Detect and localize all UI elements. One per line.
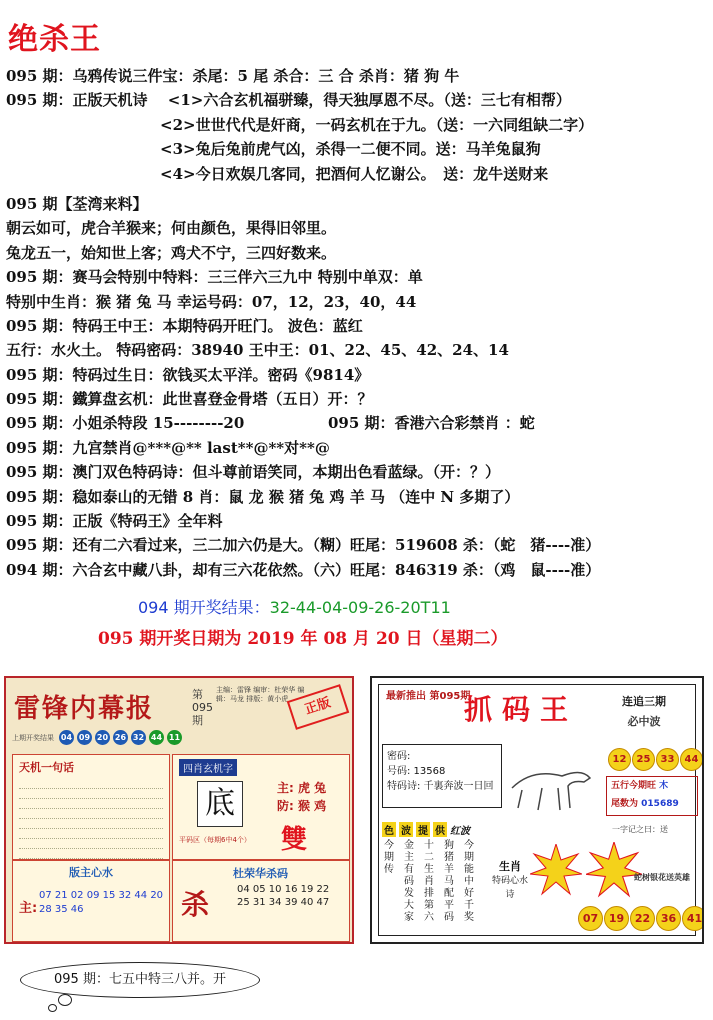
- line-split-left: 095 期：小姐杀特段 15--------20: [6, 414, 245, 433]
- line-19: 095 期：还有二六看过来，三二加六仍是大。（糊）旺尾：519608 杀：（蛇 猪----准）: [6, 536, 601, 555]
- line-1: 095 期：乌鸦传说三件宝：杀尾：5 尾 杀合：三 合 杀肖：猪 狗 牛: [6, 67, 460, 85]
- newspaper-title: 雷锋内幕报: [14, 694, 155, 724]
- line-15: 095 期：九宫禁肖@***@** last**@**对**@: [6, 438, 330, 457]
- newspaper-zhuama: [370, 676, 704, 944]
- ball: 09: [77, 730, 92, 745]
- speech-bubble-tail: [58, 994, 72, 1006]
- draw-result-numbers: 32-44-04-09-26-20T11: [269, 598, 451, 617]
- tail-value: 015689: [641, 799, 679, 809]
- zhuama-wuxing-box: [606, 776, 698, 816]
- box-sixiao-sub: 平码区（每期6中4个）: [179, 836, 251, 844]
- line-9: 095 期：赛马会特别中特料：三三伴六三九中 特别中单双：单: [6, 268, 423, 287]
- poem-column: 狗猪羊马配平码: [444, 840, 454, 923]
- line-2: 095 期：正版天机诗 <1>六合玄机福骈臻，得天独厚恩不尽。（送：三七有相帮）: [6, 91, 571, 110]
- newspaper-leifeng: [4, 676, 354, 944]
- ball: 25: [632, 748, 655, 771]
- last-draw-caption: 上期开奖结果: [12, 733, 54, 742]
- wuxing-label: 五行今期旺: [611, 781, 657, 791]
- zhuama-title: 抓码王: [464, 693, 579, 726]
- zhuama-shengxiao: [490, 860, 530, 902]
- line-7: 朝云如可，虎合羊猴来；何由颜色，果得旧邻里。: [6, 219, 337, 238]
- ball: 26: [113, 730, 128, 745]
- ball: 44: [149, 730, 164, 745]
- draw-date: 095 期开奖日期为 2019 年 08 月 20 日（星期二）: [98, 629, 508, 649]
- box-banzhu-nums: 07 21 02 09 15 32 44 20 28 35 46: [39, 890, 164, 915]
- line-3: <2>世世代代是奸商，一码玄机在于九。（送：一六同组缺二字）: [160, 115, 594, 134]
- line-18: 095 期：正版《特码王》全年料: [6, 512, 223, 531]
- newspaper-notes: 主编：雷锋 编审：杜荣华 编辑：马龙 排版：黄小虎: [216, 686, 305, 703]
- ball: 20: [95, 730, 110, 745]
- starburst-icon: [530, 844, 582, 896]
- box-tianji: [12, 754, 170, 860]
- zhuama-poem-columns: [384, 840, 476, 924]
- poem-column: 今期能中好千奖: [464, 840, 474, 923]
- last-draw-balls: [12, 730, 182, 745]
- ball: 44: [680, 748, 703, 771]
- line-8: 兔龙五一，始知世上客；鸡犬不宁，三四好数来。: [6, 243, 337, 262]
- box-tianji-title: 天机一句话: [19, 761, 74, 774]
- box-sixiao-double: 雙: [281, 825, 308, 855]
- color-row-item: 提: [416, 822, 430, 837]
- content-lines: [6, 64, 706, 582]
- box-sixiao-title: 四肖玄机字: [179, 759, 237, 776]
- zhuama-tagline-2: 必中波: [627, 715, 661, 728]
- wuxing-value: 木: [659, 781, 669, 791]
- genuine-stamp: 正版: [287, 684, 350, 730]
- zhuama-info-box: [382, 744, 502, 808]
- box-banzhu: [12, 860, 170, 942]
- draw-result-label: 094 期开奖结果：: [138, 598, 270, 617]
- ball: 04: [59, 730, 74, 745]
- line-5: <4>今日欢娱几客同，把酒何人忆谢公。 送：龙牛送财来: [160, 164, 549, 183]
- ball: 19: [604, 906, 629, 931]
- color-row-item: 波: [399, 822, 413, 837]
- poem-column: 十二生肖排第六: [424, 840, 434, 923]
- line-16: 095 期：澳门双色特码诗：但斗尊前语笑同，本期出色看蓝绿。（开：？）: [6, 463, 501, 482]
- zhuama-info-2: 号码: 13568: [387, 766, 446, 777]
- ball: 12: [608, 748, 631, 771]
- line-split: [6, 411, 706, 435]
- ball: 36: [656, 906, 681, 931]
- ball: 22: [630, 906, 655, 931]
- line-14: 095 期：鐵算盘玄机：此世喜登金骨塔（五日）开：？: [6, 390, 373, 409]
- ball: 41: [682, 906, 704, 931]
- horse-drawing-icon: [502, 748, 602, 818]
- poem-column: 今期传: [384, 840, 394, 875]
- box-shama-char: 杀: [181, 888, 210, 921]
- zhuama-balls-bottom: [578, 906, 704, 931]
- draw-result: [138, 595, 451, 618]
- zhuama-tagline-1: 连追三期: [622, 695, 666, 708]
- box-sixiao-zhu: 主: 虎 兔: [277, 781, 327, 795]
- line-4: <3>兔后兔前虎气凶，杀得一二便不同。送：马羊兔鼠狗: [160, 140, 541, 159]
- line-split-right: 095 期：香港六合彩禁肖 ：蛇: [328, 414, 535, 433]
- line-6: 095 期【荃湾来料】: [6, 194, 148, 213]
- starburst-icon: [586, 842, 642, 898]
- line-20: 094 期：六合玄中藏八卦，却有三六花依然。（六）旺尾：846319 杀：（鸡 鼠----准）: [6, 560, 601, 579]
- zhuama-slogan-2: 蛇树银花送英雄: [634, 873, 690, 882]
- speech-bubble: 095 期：七五中特三八并。开: [20, 962, 260, 998]
- box-shama: [172, 860, 350, 942]
- box-sixiao-fang: 防: 猴 鸡: [277, 799, 327, 813]
- box-banzhu-title: 版主心水: [69, 866, 113, 879]
- box-sixiao: [172, 754, 350, 860]
- shengxiao-label: 生肖: [499, 860, 521, 873]
- newspaper-issue: 第095期: [192, 688, 213, 727]
- line-11: 095 期：特码王中王：本期特码开旺门。 波色：蓝红: [6, 316, 363, 335]
- box-shama-nums: 04 05 10 16 19 22 25 31 34 39 40 47: [237, 884, 330, 908]
- poem-column: 金主有码发大家: [404, 840, 414, 923]
- box-tianji-rows: [13, 781, 169, 859]
- zhuama-tagline: [622, 692, 666, 732]
- speech-bubble-tail-small: [48, 1004, 57, 1012]
- color-row-item: 色: [382, 822, 396, 837]
- ball: 32: [131, 730, 146, 745]
- zhuama-info-1: 密码:: [387, 751, 411, 762]
- page-title: 绝杀王: [8, 22, 101, 57]
- line-17: 095 期：稳如泰山的无错 8 肖：鼠 龙 猴 猪 兔 鸡 羊 马 （连中 N 多期了）: [6, 487, 520, 506]
- line-10: 特别中生肖：猴 猪 兔 马 幸运号码：07，12，23，40，44: [6, 292, 417, 311]
- ball: 33: [656, 748, 679, 771]
- box-sixiao-zodiac: [277, 779, 326, 815]
- box-shama-title: 杜荣华杀码: [233, 867, 288, 880]
- zhuama-info-3: 特码诗: 千裏奔波一日回: [387, 781, 494, 792]
- zhuama-color-row: [382, 822, 470, 837]
- tail-label: 尾数为: [611, 799, 639, 809]
- zhuama-balls: [608, 748, 703, 771]
- shengxiao-sub: 特码心水诗: [491, 876, 528, 900]
- line-13: 095 期：特码过生日：欲钱买太平洋。密码《9814》: [6, 365, 370, 384]
- box-sixiao-char: 底: [197, 781, 243, 827]
- ball: 07: [578, 906, 603, 931]
- zhuama-slogan: 一字记之曰：送: [612, 825, 668, 834]
- line-12: 五行：水火土。 特码密码：38940 王中王：01、22、45、42、24、14: [6, 341, 509, 360]
- color-row-item: 供: [433, 822, 447, 837]
- zhuama-issue: 最新推出 第095期: [386, 691, 471, 702]
- color-row-tail: 红波: [450, 826, 470, 837]
- box-banzhu-label: 主:: [19, 901, 38, 916]
- ball: 11: [167, 730, 182, 745]
